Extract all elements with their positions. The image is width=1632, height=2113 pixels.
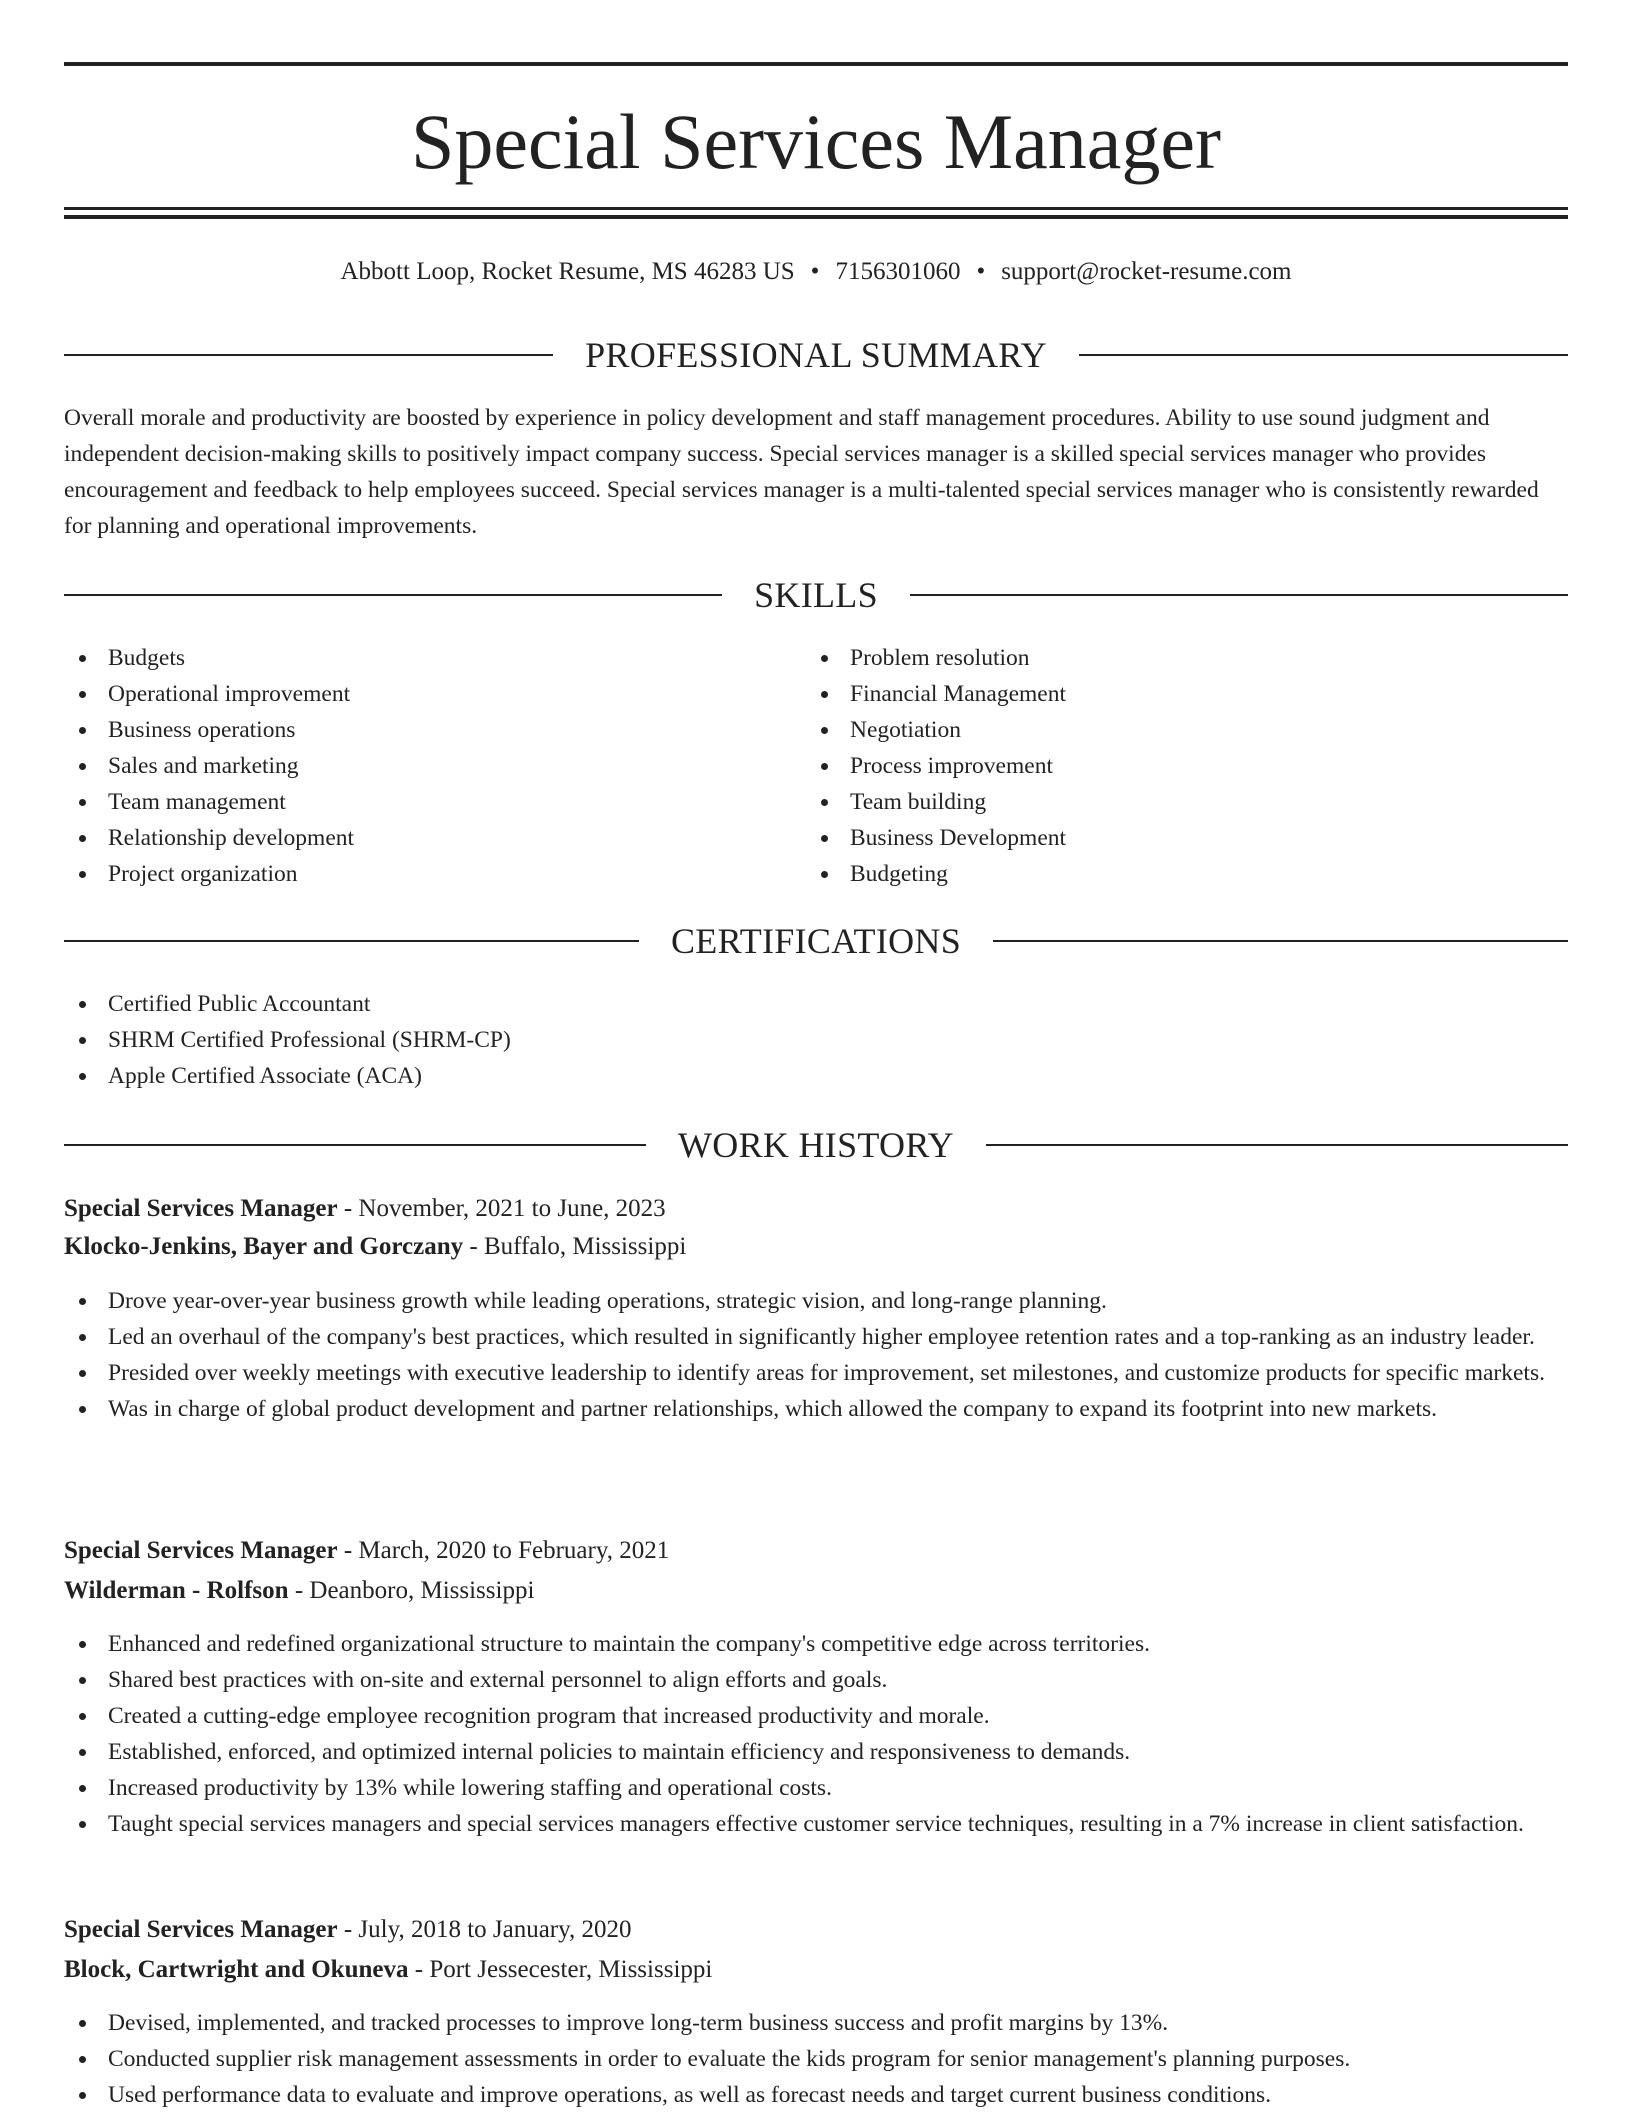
section-title: WORK HISTORY — [678, 1125, 954, 1165]
skill-item: Team management — [64, 784, 784, 820]
job-bullet: Taught special services managers and special services managers effective customer service techniques, resulting in a 7% increase in client satisfaction. — [64, 1806, 1568, 1842]
job-company: Block, Cartwright and Okuneva — [64, 1956, 409, 1983]
job-location: Buffalo, Mississippi — [483, 1233, 687, 1260]
section-divider — [64, 940, 639, 942]
job-bullet: Led an overhaul of the company's best practices, which resulted in significantly higher employee retention rates and a top-ranking as an industry leader. — [64, 1319, 1568, 1355]
contact-email: support@rocket-resume.com — [1001, 258, 1292, 285]
skills-list-right — [806, 640, 1526, 892]
skill-item: Budgeting — [806, 856, 1526, 892]
job-company: Wilderman - Rolfson — [64, 1577, 289, 1604]
contact-separator: • — [810, 258, 820, 285]
skill-item: Project organization — [64, 856, 784, 892]
section-divider — [1079, 354, 1568, 356]
skill-item: Process improvement — [806, 748, 1526, 784]
job-bullet: Shared best practices with on-site and external personnel to align efforts and goals. — [64, 1662, 1568, 1698]
job-dash: - — [343, 1916, 353, 1943]
section-title: CERTIFICATIONS — [670, 921, 962, 961]
section-header-summary — [64, 331, 1568, 379]
skill-item: Sales and marketing — [64, 748, 784, 784]
job-title-line — [64, 1532, 1568, 1570]
top-rule — [64, 62, 1568, 66]
job-dates: November, 2021 to June, 2023 — [358, 1195, 666, 1222]
skill-item: Problem resolution — [806, 640, 1526, 676]
skill-item: Relationship development — [64, 820, 784, 856]
section-header-certifications — [64, 917, 1568, 965]
job-dash: - — [343, 1195, 353, 1222]
section-title: SKILLS — [754, 575, 878, 615]
job-bullets — [64, 2005, 1568, 2113]
skill-item: Business operations — [64, 712, 784, 748]
job-dash: - — [343, 1537, 353, 1564]
job-company-line — [64, 1572, 1568, 1610]
job-bullet: Conducted supplier risk management assessments in order to evaluate the kids program for senior management's planning purposes. — [64, 2041, 1568, 2077]
job-title: Special Services Manager — [64, 1537, 338, 1564]
section-divider — [64, 1144, 646, 1146]
skill-item: Team building — [806, 784, 1526, 820]
skill-item: Budgets — [64, 640, 784, 676]
certification-item: Apple Certified Associate (ACA) — [64, 1058, 1568, 1094]
job-bullet: Devised, implemented, and tracked processes to improve long-term business success and profit margins by 13%. — [64, 2005, 1568, 2041]
job-company-line — [64, 1228, 1568, 1266]
job-dash: - — [294, 1577, 304, 1604]
skills-list-left — [64, 640, 784, 892]
job-dash: - — [469, 1233, 478, 1260]
section-divider — [910, 594, 1568, 596]
section-divider — [64, 354, 553, 356]
contact-phone: 7156301060 — [835, 258, 961, 285]
job-title: Special Services Manager — [64, 1916, 338, 1943]
job-bullet: Enhanced and redefined organizational structure to maintain the company's competitive edge across territories. — [64, 1626, 1568, 1662]
job-title: Special Services Manager — [64, 1195, 338, 1222]
job-title-line — [64, 1911, 1568, 1949]
section-header-work-history — [64, 1121, 1568, 1169]
contact-address: Abbott Loop, Rocket Resume, MS 46283 US — [340, 258, 795, 285]
section-header-skills — [64, 571, 1568, 619]
skill-item: Operational improvement — [64, 676, 784, 712]
job-company-line — [64, 1951, 1568, 1989]
summary-text: Overall morale and productivity are boosted by experience in policy development and staff management procedures. Ability to use sound judgment and independent decision-making skills to positively impact company success. Special services manager is a skilled special services manager who provides encouragement and feedback to help employees succeed. Special services manager is a multi-talented special services manager who is consistently rewarded for planning and operational improvements. — [64, 405, 1539, 539]
job-dates: March, 2020 to February, 2021 — [358, 1537, 670, 1564]
skill-item: Financial Management — [806, 676, 1526, 712]
skill-item: Negotiation — [806, 712, 1526, 748]
certifications-list — [64, 986, 1568, 1094]
contact-separator: • — [976, 258, 986, 285]
job-bullet: Used performance data to evaluate and improve operations, as well as forecast needs and target current business conditions. — [64, 2077, 1568, 2113]
skill-item: Business Development — [806, 820, 1526, 856]
job-bullet: Drove year-over-year business growth while leading operations, strategic vision, and long-range planning. — [64, 1283, 1568, 1319]
section-divider — [64, 594, 722, 596]
job-bullets — [64, 1626, 1568, 1842]
page-title: Special Services Manager — [410, 98, 1221, 185]
job-company: Klocko-Jenkins, Bayer and Gorczany — [64, 1233, 464, 1260]
contact-line — [0, 254, 1632, 290]
job-title-line — [64, 1190, 1568, 1228]
section-divider — [986, 1144, 1568, 1146]
job-dates: July, 2018 to January, 2020 — [358, 1916, 632, 1943]
job-location: Port Jessecester, Mississippi — [429, 1956, 713, 1983]
job-location: Deanboro, Mississippi — [309, 1577, 535, 1604]
certification-item: SHRM Certified Professional (SHRM-CP) — [64, 1022, 1568, 1058]
job-bullet: Presided over weekly meetings with executive leadership to identify areas for improvement, set milestones, and customize products for specific markets. — [64, 1355, 1568, 1391]
certification-item: Certified Public Accountant — [64, 986, 1568, 1022]
job-dash: - — [414, 1956, 424, 1983]
title-rule-lower — [64, 215, 1568, 219]
title-rule-upper — [64, 207, 1568, 210]
job-bullets — [64, 1283, 1568, 1427]
job-bullet: Established, enforced, and optimized internal policies to maintain efficiency and responsiveness to demands. — [64, 1734, 1568, 1770]
section-title: PROFESSIONAL SUMMARY — [585, 335, 1047, 375]
job-bullet: Created a cutting-edge employee recognition program that increased productivity and morale. — [64, 1698, 1568, 1734]
section-divider — [993, 940, 1568, 942]
job-bullet: Was in charge of global product development and partner relationships, which allowed the company to expand its footprint into new markets. — [64, 1391, 1568, 1427]
job-bullet: Increased productivity by 13% while lowering staffing and operational costs. — [64, 1770, 1568, 1806]
